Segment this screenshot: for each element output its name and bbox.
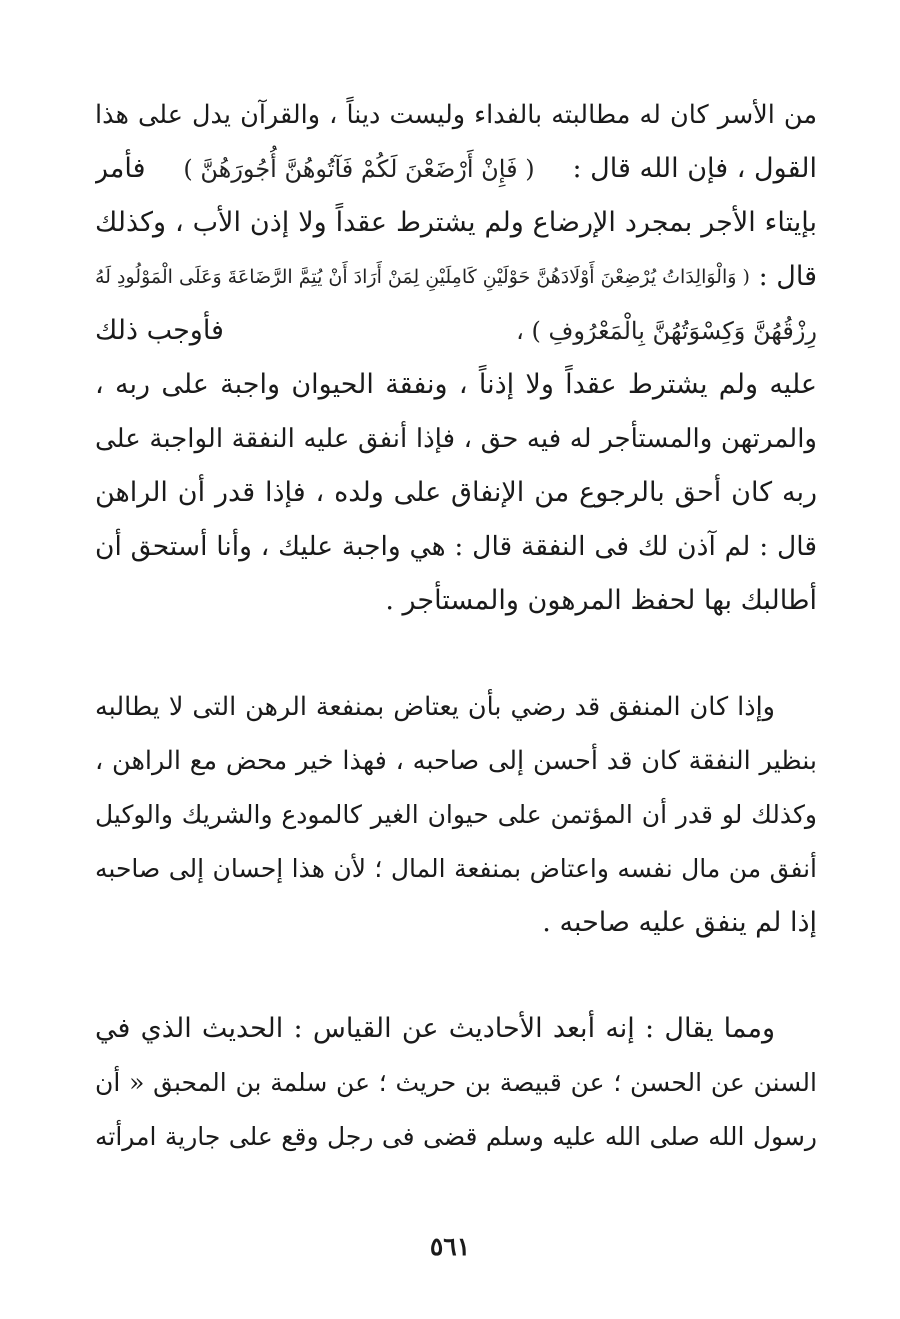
text-line: ومما يقال : إنه أبعد الأحاديث عن القياس : الحديث الذي في [95, 1013, 775, 1044]
text-segment: قال : [758, 261, 817, 292]
text-line: وكذلك لو قدر أن المؤتمن على حيوان الغير كالمودع والشريك والوكيل [95, 800, 817, 829]
text-line-with-quran [95, 304, 817, 358]
text-line: قال : لم آذن لك فى النفقة قال : هي واجبة عليك ، وأنا أستحق أن [95, 531, 817, 562]
text-line-with-quran [95, 142, 817, 196]
text-line: والمرتهن والمستأجر له فيه حق ، فإذا أنفق عليه النفقة الواجبة على [95, 424, 817, 454]
text-line: السنن عن الحسن ؛ عن قبيصة بن حريث ؛ عن سلمة بن المحبق « أن [95, 1068, 817, 1097]
text-line: إذا لم ينفق عليه صاحبه . [542, 907, 817, 938]
document-page [95, 88, 817, 1164]
text-line-with-quran [95, 250, 817, 304]
paragraph-gap [95, 628, 817, 680]
text-line: وإذا كان المنفق قد رضي بأن يعتاض بمنفعة الرهن التى لا يطالبه [95, 692, 775, 722]
text-line: من الأسر كان له مطالبته بالفداء وليست ديناً ، والقرآن يدل على هذا [95, 100, 817, 130]
text-line: ربه كان أحق بالرجوع من الإنفاق على ولده ، فإذا قدر أن الراهن [95, 477, 817, 508]
quran-verse: ( فَإِنْ أَرْضَعْنَ لَكُمْ فَآتُوهُنَّ أُجُورَهُنَّ ) [183, 155, 535, 183]
text-segment: القول ، فإن الله قال : [572, 153, 817, 184]
text-line: أنفق من مال نفسه واعتاض بمنفعة المال ؛ لأن هذا إحسان إلى صاحبه [95, 854, 817, 883]
quran-verse: ( وَالْوَالِدَاتُ يُرْضِعْنَ أَوْلَادَهُنَّ حَوْلَيْنِ كَامِلَيْنِ لِمَنْ أَرَادَ أَنْ يُتِمَّ الرَّضَاعَةَ وَعَلَى الْمَوْلُودِ لَهُ [95, 266, 750, 288]
text-line: أطالبك بها لحفظ المرهون والمستأجر . [385, 585, 817, 616]
quran-verse: رِزْقُهُنَّ وَكِسْوَتُهُنَّ بِالْمَعْرُوفِ ) ، [516, 317, 817, 345]
paragraph-gap [95, 950, 817, 1002]
text-segment: فأوجب ذلك [95, 315, 224, 346]
text-line: رسول الله صلى الله عليه وسلم قضى فى رجل وقع على جارية امرأته [95, 1122, 817, 1151]
text-line: عليه ولم يشترط عقداً ولا إذناً ، ونفقة الحيوان واجبة على ربه ، [95, 369, 817, 400]
text-line: بنظير النفقة كان قد أحسن إلى صاحبه ، فهذا خير محض مع الراهن ، [95, 746, 817, 776]
text-line: بإيتاء الأجر بمجرد الإرضاع ولم يشترط عقداً ولا إذن الأب ، وكذلك [95, 207, 817, 238]
page-number: ٥٦١ [429, 1232, 471, 1261]
text-segment: فأمر [95, 153, 146, 184]
